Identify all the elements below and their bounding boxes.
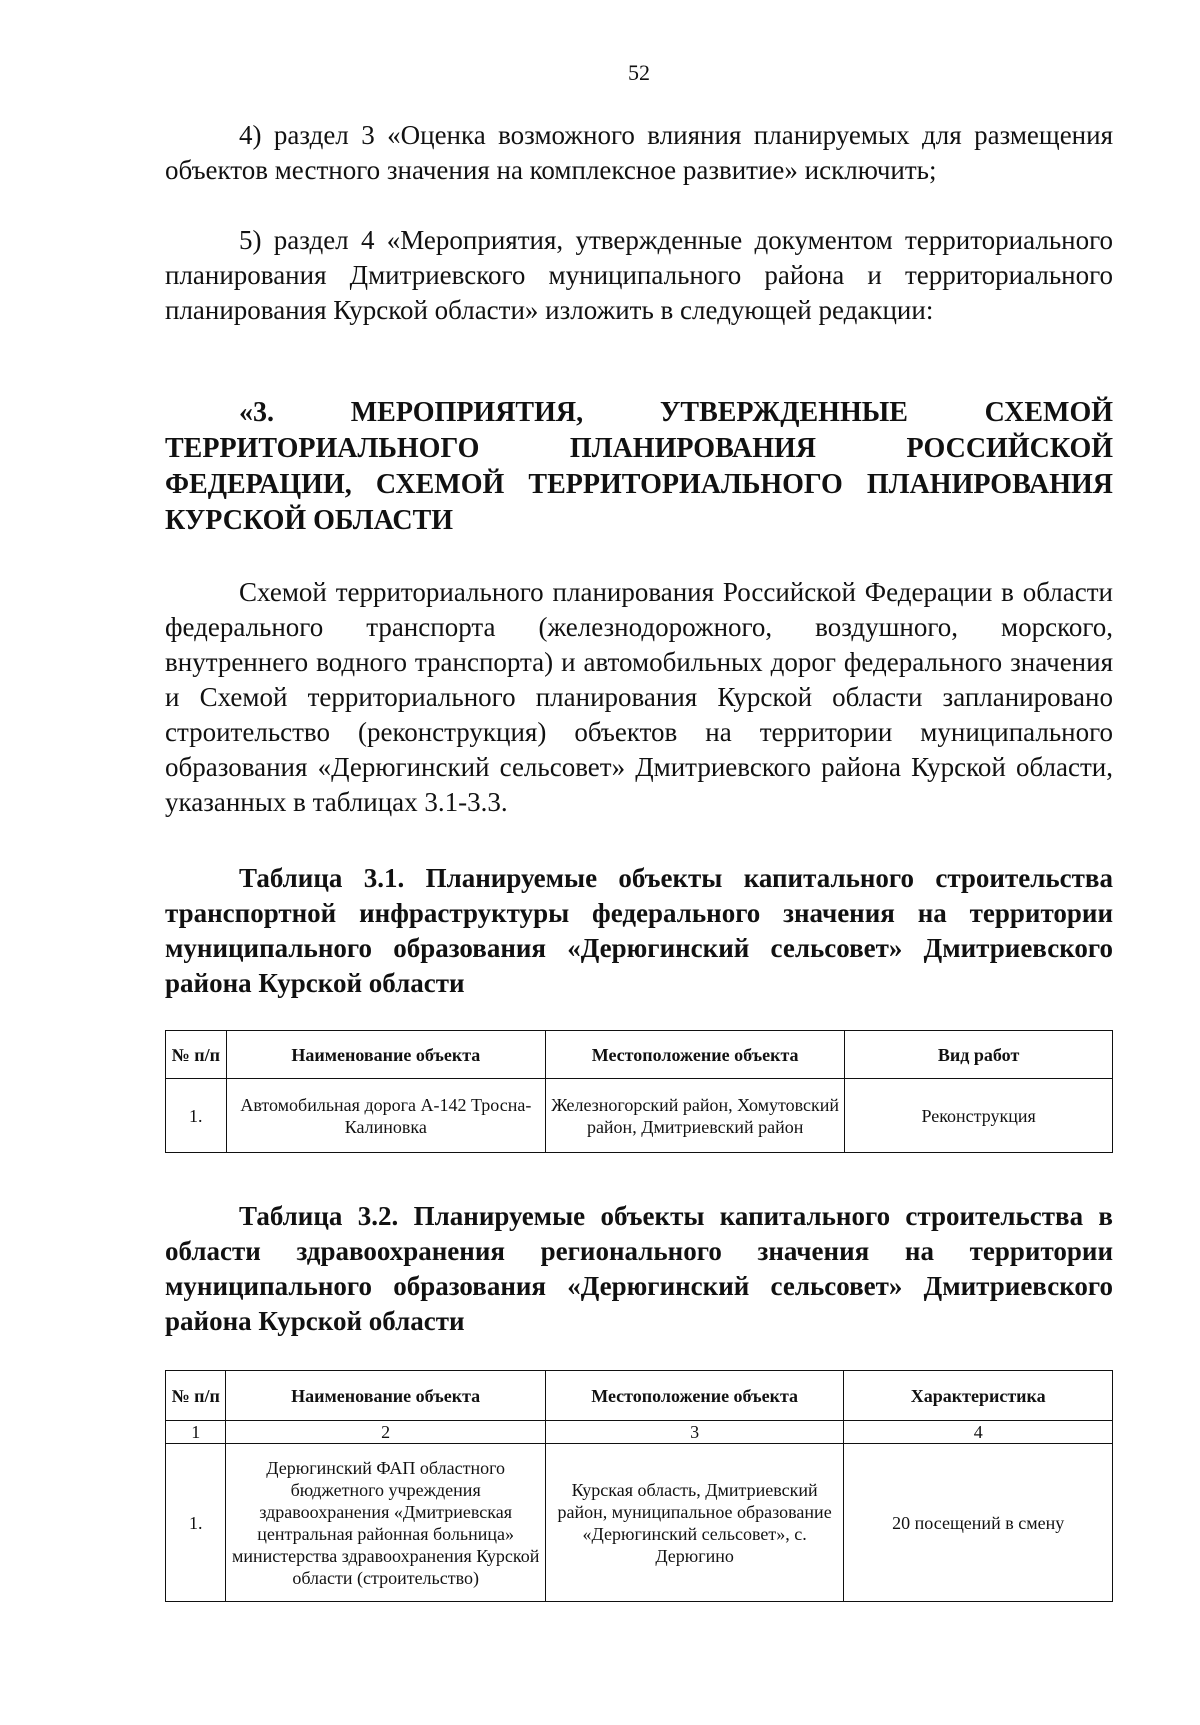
page-number: 52 (628, 60, 650, 85)
table-row (166, 1079, 1113, 1153)
table-header-row (166, 1371, 1113, 1421)
cell-location: Курская область, Дмитриевский район, муниципальное образование «Дерюгинский сельсовет», с. Дерюгино (545, 1444, 844, 1602)
header-cell-location: Местоположение объекта (545, 1371, 844, 1421)
table-header-row (166, 1031, 1113, 1079)
cell-location: Железногорский район, Хомутовский район, Дмитриевский район (546, 1079, 845, 1153)
cell-name: Дерюгинский ФАП областного бюджетного учреждения здравоохранения «Дмитриевская центральная районная больница» министерства здравоохранения Курской области (строительство) (226, 1444, 545, 1602)
section-heading: «3. МЕРОПРИЯТИЯ, УТВЕРЖДЕННЫЕ СХЕМОЙ ТЕРРИТОРИАЛЬНОГО ПЛАНИРОВАНИЯ РОССИЙСКОЙ ФЕДЕРАЦИИ, СХЕМОЙ ТЕРРИТОРИАЛЬНОГО ПЛАНИРОВАНИЯ КУРСКОЙ ОБЛАСТИ (165, 397, 1113, 536)
header-cell-number: № п/п (166, 1371, 226, 1421)
header-cell-name: Наименование объекта (226, 1031, 545, 1079)
header-cell-location: Местоположение объекта (546, 1031, 845, 1079)
cell-work-type: Реконструкция (845, 1079, 1113, 1153)
cell-characteristic: 20 посещений в смену (844, 1444, 1113, 1602)
header-cell-number: № п/п (166, 1031, 227, 1079)
table-numbering-row (166, 1421, 1113, 1444)
table-row (166, 1444, 1113, 1602)
paragraph-item-5: 5) раздел 4 «Мероприятия, утвержденные документом территориального планирования Дмитриевского муниципального района и территориального планирования Курской области» изложить в следующей редакции: (165, 225, 1113, 325)
body-paragraph: Схемой территориального планирования Российской Федерации в области федерального транспорта (железнодорожного, воздушного, морского, внутреннего водного транспорта) и автомобильных дорог федерального значения и Схемой территориального планирования Курской области запланировано строительство (реконструкция) объектов на территории муниципального образования «Дерюгинский сельсовет» Дмитриевского района Курской области, указанных в таблицах 3.1-3.3. (165, 577, 1113, 817)
table-3-2 (165, 1370, 1113, 1602)
table-3-1 (165, 1030, 1113, 1153)
numbering-cell: 3 (545, 1421, 844, 1444)
table-3-1-title: Таблица 3.1. Планируемые объекты капитального строительства транспортной инфраструктуры федерального значения на территории муниципального образования «Дерюгинский сельсовет» Дмитриевского района Курской области (165, 863, 1113, 998)
numbering-cell: 2 (226, 1421, 545, 1444)
cell-name: Автомобильная дорога А-142 Тросна-Калиновка (226, 1079, 545, 1153)
header-cell-characteristic: Характеристика (844, 1371, 1113, 1421)
table-3-2-title: Таблица 3.2. Планируемые объекты капитального строительства в области здравоохранения регионального значения на территории муниципального образования «Дерюгинский сельсовет» Дмитриевского района Курской области (165, 1201, 1113, 1336)
numbering-cell: 4 (844, 1421, 1113, 1444)
numbering-cell: 1 (166, 1421, 226, 1444)
paragraph-item-4: 4) раздел 3 «Оценка возможного влияния планируемых для размещения объектов местного значения на комплексное развитие» исключить; (165, 120, 1113, 185)
cell-number: 1. (166, 1079, 227, 1153)
header-cell-name: Наименование объекта (226, 1371, 545, 1421)
cell-number: 1. (166, 1444, 226, 1602)
header-cell-work-type: Вид работ (845, 1031, 1113, 1079)
